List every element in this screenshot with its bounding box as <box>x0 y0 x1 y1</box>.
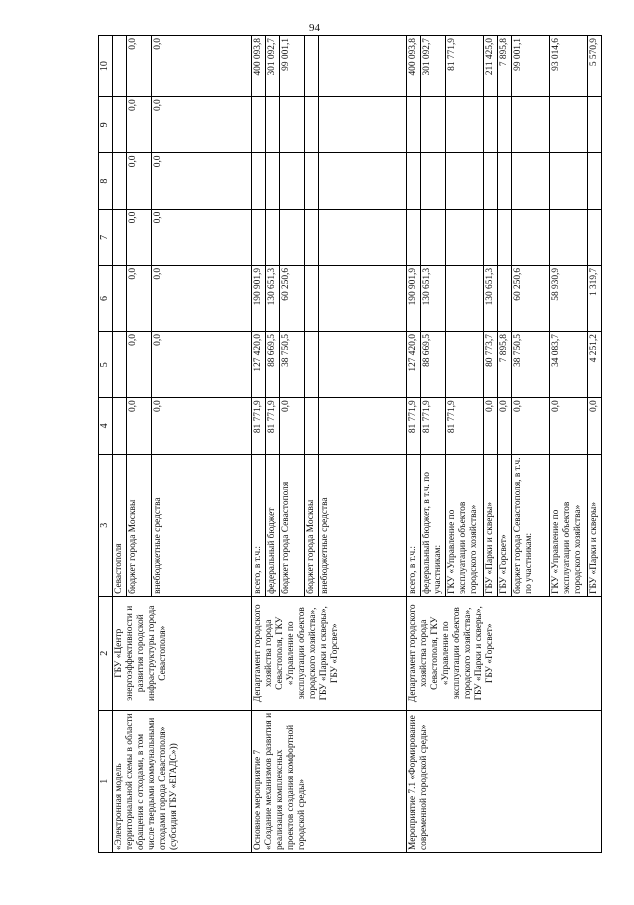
col-header-7: 7 <box>99 209 113 265</box>
funding-source-cell: всего, в т.ч.: <box>407 454 421 596</box>
amount-cell-v10 <box>113 36 127 97</box>
amount-cell-v9 <box>319 97 407 153</box>
measure-name-cell: Мероприятие 7.1 «Формирование современной городской среды» <box>407 710 602 852</box>
amount-cell-v5: 0,0 <box>152 332 252 398</box>
amount-cell-v9 <box>252 97 266 153</box>
amount-cell-v10: 400 093,8 <box>407 36 421 97</box>
amount-cell-v7 <box>407 209 421 265</box>
amount-cell-v7 <box>421 209 446 265</box>
amount-cell-v9 <box>446 97 484 153</box>
amount-cell-v8: 0,0 <box>152 153 252 209</box>
amount-cell-v10: 7 895,8 <box>498 36 512 97</box>
amount-cell-v6: 130 651,3 <box>266 265 280 331</box>
amount-cell-v10: 0,0 <box>127 36 152 97</box>
amount-cell-v4: 0,0 <box>484 398 498 454</box>
funding-source-cell: бюджет города Москвы <box>127 454 152 596</box>
amount-cell-v8 <box>280 153 305 209</box>
amount-cell-v6: 58 930,9 <box>550 265 588 331</box>
amount-cell-v8 <box>421 153 446 209</box>
amount-cell-v4: 0,0 <box>280 398 305 454</box>
amount-cell-v8 <box>484 153 498 209</box>
amount-cell-v8: 0,0 <box>127 153 152 209</box>
amount-cell-v5: 38 750,5 <box>280 332 305 398</box>
amount-cell-v8 <box>266 153 280 209</box>
amount-cell-v6 <box>498 265 512 331</box>
rotated-table-wrapper <box>98 35 599 853</box>
amount-cell-v4: 0,0 <box>588 398 602 454</box>
amount-cell-v8 <box>550 153 588 209</box>
amount-cell-v10: 5 570,9 <box>588 36 602 97</box>
col-header-5: 5 <box>99 332 113 398</box>
amount-cell-v4: 0,0 <box>127 398 152 454</box>
amount-cell-v9 <box>421 97 446 153</box>
amount-cell-v7 <box>113 209 127 265</box>
amount-cell-v8 <box>252 153 266 209</box>
amount-cell-v8 <box>446 153 484 209</box>
funding-source-cell: внебюджетные средства <box>319 454 407 596</box>
amount-cell-v10: 400 093,8 <box>252 36 266 97</box>
amount-cell-v8 <box>407 153 421 209</box>
amount-cell-v10 <box>305 36 319 97</box>
amount-cell-v10: 81 771,9 <box>446 36 484 97</box>
amount-cell-v10: 99 001,1 <box>512 36 550 97</box>
amount-cell-v7: 0,0 <box>127 209 152 265</box>
funding-source-cell: федеральный бюджет <box>266 454 280 596</box>
amount-cell-v10: 211 425,0 <box>484 36 498 97</box>
amount-cell-v4 <box>305 398 319 454</box>
amount-cell-v10: 301 092,7 <box>421 36 446 97</box>
budget-table <box>98 35 602 853</box>
table-row <box>113 36 127 853</box>
col-header-2: 2 <box>99 596 113 710</box>
amount-cell-v9: 0,0 <box>152 97 252 153</box>
amount-cell-v5 <box>113 332 127 398</box>
amount-cell-v10: 0,0 <box>152 36 252 97</box>
funding-source-cell: внебюджетные средства <box>152 454 252 596</box>
amount-cell-v6: 1 319,7 <box>588 265 602 331</box>
table-row <box>252 36 266 853</box>
amount-cell-v6 <box>113 265 127 331</box>
amount-cell-v8 <box>588 153 602 209</box>
funding-source-cell: бюджет города Севастополя <box>280 454 305 596</box>
amount-cell-v5: 0,0 <box>127 332 152 398</box>
col-header-3: 3 <box>99 454 113 596</box>
amount-cell-v9 <box>498 97 512 153</box>
amount-cell-v7 <box>484 209 498 265</box>
amount-cell-v9 <box>280 97 305 153</box>
funding-source-cell: ГБУ «Парки и скверы» <box>484 454 498 596</box>
amount-cell-v6 <box>305 265 319 331</box>
amount-cell-v4 <box>113 398 127 454</box>
funding-source-cell: ГБУ «Горсвет» <box>498 454 512 596</box>
amount-cell-v4: 81 771,9 <box>446 398 484 454</box>
amount-cell-v10: 301 092,7 <box>266 36 280 97</box>
amount-cell-v10: 93 014,6 <box>550 36 588 97</box>
amount-cell-v6 <box>319 265 407 331</box>
amount-cell-v9 <box>113 97 127 153</box>
amount-cell-v5: 34 083,7 <box>550 332 588 398</box>
amount-cell-v8 <box>498 153 512 209</box>
executor-cell: Департамент городского хозяйства города Севастополя, ГКУ «Управление по эксплуатации объектов городского хозяйства», ГБУ «Парки и скверы», ГБУ «Горсвет» <box>252 596 407 710</box>
amount-cell-v4: 0,0 <box>550 398 588 454</box>
funding-source-cell: всего, в т.ч.: <box>252 454 266 596</box>
executor-cell: ГБУ «Центр энергоэффективности и развития городской инфраструктуры города Севастополя» <box>113 596 252 710</box>
amount-cell-v5: 80 773,7 <box>484 332 498 398</box>
funding-source-cell: федеральный бюджет, в т.ч. по участникам: <box>421 454 446 596</box>
amount-cell-v7 <box>319 209 407 265</box>
amount-cell-v8 <box>512 153 550 209</box>
amount-cell-v4: 0,0 <box>152 398 252 454</box>
amount-cell-v5: 7 895,8 <box>498 332 512 398</box>
amount-cell-v4: 0,0 <box>512 398 550 454</box>
amount-cell-v7 <box>280 209 305 265</box>
executor-cell: Департамент городского хозяйства города Севастополя, ГКУ «Управление по эксплуатации объектов городского хозяйства», ГБУ «Парки и скверы», ГБУ «Горсвет» <box>407 596 602 710</box>
amount-cell-v8 <box>305 153 319 209</box>
amount-cell-v10: 99 001,1 <box>280 36 305 97</box>
funding-source-cell: Севастополя <box>113 454 127 596</box>
amount-cell-v8 <box>319 153 407 209</box>
amount-cell-v5: 4 251,2 <box>588 332 602 398</box>
amount-cell-v4: 81 771,9 <box>421 398 446 454</box>
col-header-6: 6 <box>99 265 113 331</box>
measure-name-cell: «Электронная модель территориальной схемы в области обращения с отходами, в том числе твердыми коммунальными отходами города Севастополя» (субсидия ГБУ «ЕГАДС»)) <box>113 710 252 852</box>
amount-cell-v6 <box>446 265 484 331</box>
amount-cell-v9 <box>305 97 319 153</box>
amount-cell-v9 <box>512 97 550 153</box>
col-header-1: 1 <box>99 710 113 852</box>
col-header-8: 8 <box>99 153 113 209</box>
funding-source-cell: ГКУ «Управление по эксплуатации объектов городского хозяйства» <box>446 454 484 596</box>
amount-cell-v4 <box>319 398 407 454</box>
amount-cell-v5: 38 750,5 <box>512 332 550 398</box>
amount-cell-v6: 60 250,6 <box>512 265 550 331</box>
amount-cell-v9 <box>588 97 602 153</box>
amount-cell-v5: 127 420,0 <box>407 332 421 398</box>
funding-source-cell: ГКУ «Управление по эксплуатации объектов городского хозяйства» <box>550 454 588 596</box>
amount-cell-v5 <box>319 332 407 398</box>
amount-cell-v10 <box>319 36 407 97</box>
column-number-row <box>99 36 113 853</box>
funding-source-cell: бюджет города Севастополя, в т.ч. по участникам: <box>512 454 550 596</box>
amount-cell-v7 <box>512 209 550 265</box>
funding-source-cell: ГБУ «Парки и скверы» <box>588 454 602 596</box>
amount-cell-v7 <box>305 209 319 265</box>
amount-cell-v9 <box>550 97 588 153</box>
amount-cell-v7: 0,0 <box>152 209 252 265</box>
amount-cell-v6: 130 651,3 <box>421 265 446 331</box>
amount-cell-v4: 0,0 <box>498 398 512 454</box>
amount-cell-v6: 0,0 <box>152 265 252 331</box>
amount-cell-v4: 81 771,9 <box>266 398 280 454</box>
measure-name-cell: Основное мероприятие 7 «Создание механизмов развития и реализация комплексных проектов создания комфортной городской среды» <box>252 710 407 852</box>
amount-cell-v5 <box>305 332 319 398</box>
amount-cell-v6: 190 901,9 <box>407 265 421 331</box>
col-header-4: 4 <box>99 398 113 454</box>
col-header-10: 10 <box>99 36 113 97</box>
amount-cell-v6: 60 250,6 <box>280 265 305 331</box>
amount-cell-v7 <box>588 209 602 265</box>
amount-cell-v7 <box>498 209 512 265</box>
amount-cell-v6: 190 901,9 <box>252 265 266 331</box>
amount-cell-v5: 127 420,0 <box>252 332 266 398</box>
amount-cell-v6: 130 651,3 <box>484 265 498 331</box>
col-header-9: 9 <box>99 97 113 153</box>
amount-cell-v5 <box>446 332 484 398</box>
amount-cell-v9 <box>407 97 421 153</box>
amount-cell-v9 <box>266 97 280 153</box>
amount-cell-v5: 88 669,5 <box>421 332 446 398</box>
amount-cell-v9: 0,0 <box>127 97 152 153</box>
amount-cell-v7 <box>550 209 588 265</box>
funding-source-cell: бюджет города Москвы <box>305 454 319 596</box>
table-row <box>407 36 421 853</box>
amount-cell-v4: 81 771,9 <box>252 398 266 454</box>
amount-cell-v7 <box>446 209 484 265</box>
amount-cell-v4: 81 771,9 <box>407 398 421 454</box>
page-number: 94 <box>309 22 320 34</box>
amount-cell-v5: 88 669,5 <box>266 332 280 398</box>
amount-cell-v7 <box>266 209 280 265</box>
amount-cell-v6: 0,0 <box>127 265 152 331</box>
amount-cell-v9 <box>484 97 498 153</box>
amount-cell-v8 <box>113 153 127 209</box>
amount-cell-v7 <box>252 209 266 265</box>
rotated-table-area <box>98 35 599 853</box>
